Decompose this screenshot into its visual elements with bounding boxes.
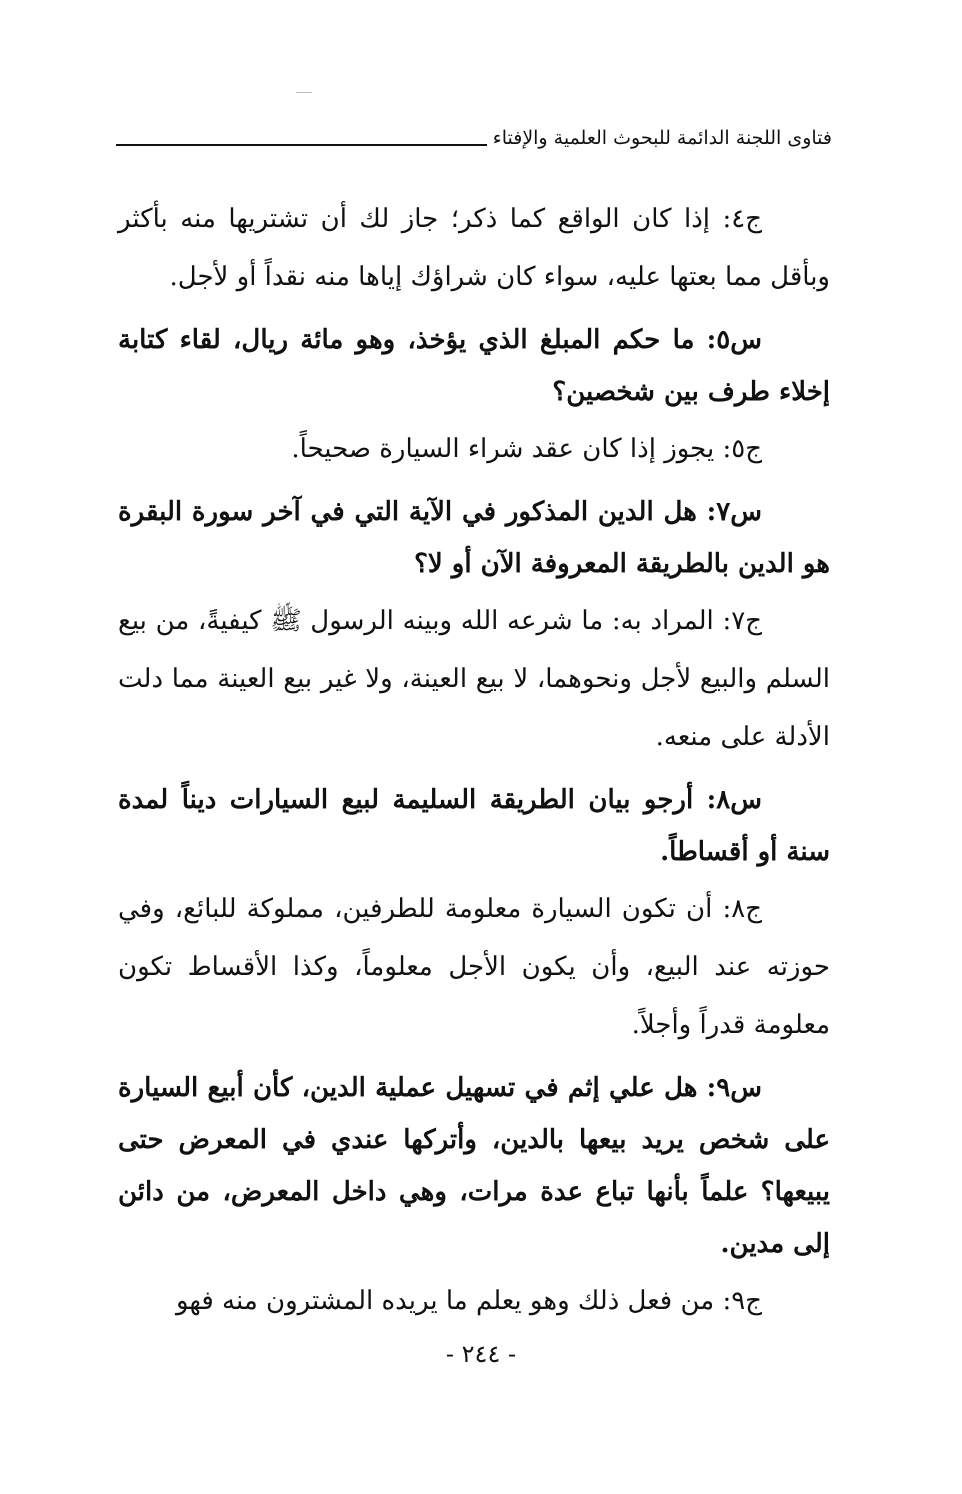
answer-9: ج٩: من فعل ذلك وهو يعلم ما يريده المشترون منه فهو	[175, 1286, 762, 1316]
scan-mark	[296, 92, 312, 93]
fatwa-body	[118, 190, 830, 1332]
page-number: - ٢٤٤ -	[445, 1340, 517, 1368]
running-header	[116, 118, 832, 158]
answer-4: ج٤: إذا كان الواقع كما ذكر؛ جاز لك أن تشتريها منه بأكثر وبأقل مما بعتها عليه، سواء كان شراؤك إياها منه نقداً أو لأجل.	[118, 204, 830, 292]
question-8: س٨: أرجو بيان الطريقة السليمة لبيع السيارات ديناً لمدة سنة أو أقساطاً.	[118, 785, 830, 867]
question-9: س٩: هل علي إثم في تسهيل عملية الدين، كأن أبيع السيارة على شخص يريد بيعها بالدين، وأتركها عندي في المعرض حتى يبيعها؟ علماً بأنها تباع عدة مرات، وهي داخل المعرض، من دائن إلى مدين.	[118, 1073, 830, 1259]
answer-8: ج٨: أن تكون السيارة معلومة للطرفين، مملوكة للبائع، وفي حوزته عند البيع، وأن يكون الأجل معلوماً، وكذا الأقساط تكون معلومة قدراً وأجلاً.	[118, 894, 830, 1040]
header-rule	[116, 144, 487, 146]
answer-7: ج٧: المراد به: ما شرعه الله وبينه الرسول ﷺ كيفيةً، من بيع السلم والبيع لأجل ونحوهما، لا بيع العينة، ولا غير بيع العينة مما دلت الأدلة على منعه.	[118, 606, 830, 752]
question-5: س٥: ما حكم المبلغ الذي يؤخذ، وهو مائة ريال، لقاء كتابة إخلاء طرف بين شخصين؟	[118, 325, 830, 407]
answer-5: ج٥: يجوز إذا كان عقد شراء السيارة صحيحاً.	[291, 434, 762, 464]
header-title: فتاوى اللجنة الدائمة للبحوث العلمية والإفتاء	[492, 127, 832, 149]
question-7: س٧: هل الدين المذكور في الآية التي في آخر سورة البقرة هو الدين بالطريقة المعروفة الآن أو لا؟	[118, 497, 830, 579]
